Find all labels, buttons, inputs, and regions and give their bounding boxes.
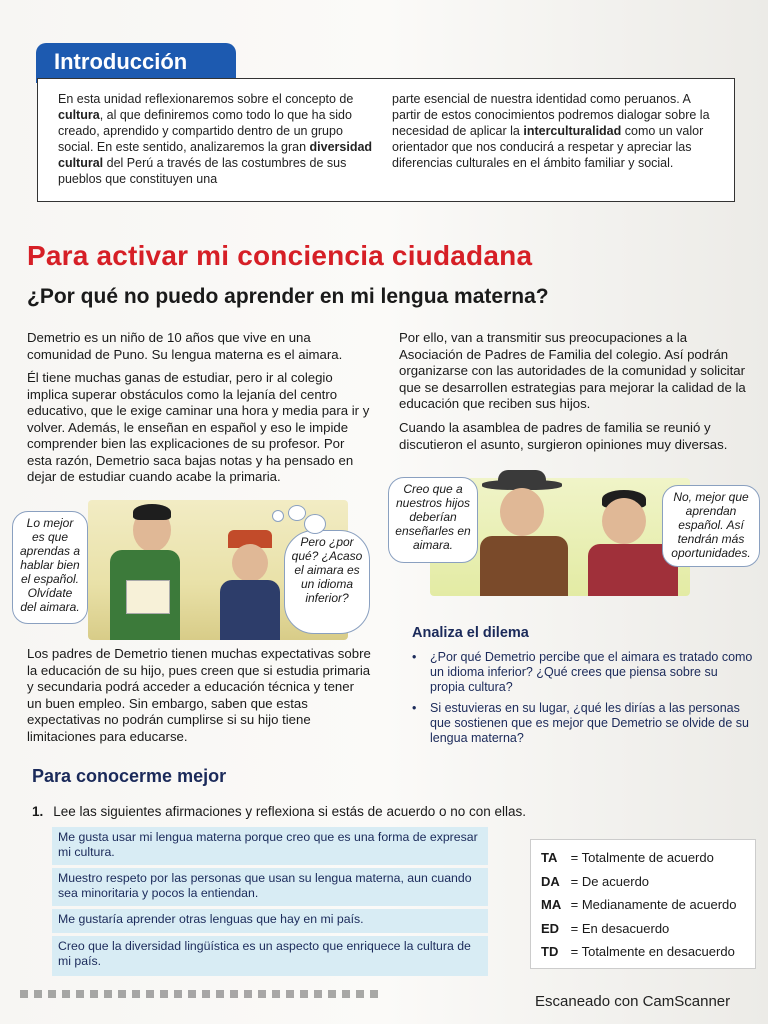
list-item: • Si estuvieras en su lugar, ¿qué les dirías a las personas que sostienen que es mejor que Demetrio se olvide de su lengua materna? <box>410 701 755 746</box>
scanner-watermark: Escaneado con CamScanner <box>535 993 731 1010</box>
speech-bubble-parent-espanol: No, mejor que aprendan español. Así tendrán más oportunidades. <box>662 485 760 567</box>
story-paragraph-5: Los padres de Demetrio tienen muchas expectativas sobre la educación de su hijo, pues creen que si estudia primaria y secundaria podrá acceder a educación técnica y tener un buen empleo. Sin embargo, saben que estas expectativas no podrán cumplirse si su hijo tiene limitaciones para educarse. <box>27 646 371 744</box>
intro-text-left: En esta unidad reflexionaremos sobre el concepto de cultura, al que definiremos como todo lo que ha sido creado, aprendido y compartido dentro de un grupo social. En este sentido, analizaremos la gran diversidad cultural del Perú a través de las costumbres de sus pueblos que constituyen una <box>58 92 373 186</box>
section-subtitle: ¿Por qué no puedo aprender en mi lengua materna? <box>27 285 549 308</box>
speech-bubble-son: Pero ¿por qué? ¿Acaso el aimara es un idioma inferior? <box>284 530 370 634</box>
story-paragraph-4: Cuando la asamblea de padres de familia se reunió y discutieron el asunto, surgieron opiniones muy diversas. <box>399 420 728 452</box>
question-text: Lee las siguientes afirmaciones y reflexiona si estás de acuerdo o no con ellas. <box>53 804 527 819</box>
legend-row: MA = Medianamente de acuerdo <box>541 897 737 912</box>
statement-row: Muestro respeto por las personas que usan su lengua materna, aun cuando sea minoritaria y pocos la entiendan. <box>52 868 488 906</box>
list-item: • ¿Por qué Demetrio percibe que el aimara es tratado como un idioma inferior? ¿Qué crees que piensa sobre su propia cultura? <box>410 650 755 695</box>
story-paragraph-1: Demetrio es un niño de 10 años que vive en una comunidad de Puno. Su lengua materna es el aimara. <box>27 330 343 362</box>
legend-row: TA = Totalmente de acuerdo <box>541 850 714 865</box>
thought-dot <box>288 505 306 521</box>
speech-bubble-father: Lo mejor es que aprendas a hablar bien el español. Olvídate del aimara. <box>12 511 88 624</box>
thought-dot <box>304 514 326 534</box>
intro-box <box>37 78 735 202</box>
legend-row: ED = En desacuerdo <box>541 920 670 936</box>
conocerme-title: Para conocerme mejor <box>32 766 227 786</box>
intro-tab-title: Introducción <box>36 43 236 83</box>
dilema-questions <box>410 650 755 752</box>
speech-bubble-parent-aimara: Creo que a nuestros hijos deberían enseñarles en aimara. <box>388 477 478 563</box>
agreement-legend <box>530 839 756 969</box>
section-title: Para activar mi conciencia ciudadana <box>27 240 533 271</box>
statement-row: Creo que la diversidad lingüística es un aspecto que enriquece la cultura de mi país. <box>52 936 488 976</box>
story-paragraph-3: Por ello, van a transmitir sus preocupaciones a la Asociación de Padres de Familia del colegio. Así podrán organizarse con las autoridades de la comunidad y solicitar que se desarrollen estrategias para mejorar la calidad de la educación que reciben sus hijos. <box>399 330 746 411</box>
story-paragraph-2: Él tiene muchas ganas de estudiar, pero ir al colegio implica superar obstáculos como la lejanía del centro educativo, que le exige caminar una hora y media para ir y volver. Además, le enseñan en español y eso le impide comprender bien las explicaciones de su profesor. Por esta razón, Demetrio saca bajas notas y ha pensado en dejar de estudiar cuando acabe la primaria. <box>27 370 370 484</box>
legend-row: TD = Totalmente en desacuerdo <box>541 944 735 959</box>
legend-row: DA = De acuerdo <box>541 873 650 889</box>
dilema-title: Analiza el dilema <box>412 625 529 641</box>
question-1 <box>32 804 526 819</box>
question-number: 1. <box>32 804 44 819</box>
cut-off-text <box>20 990 380 998</box>
statement-row: Me gustaría aprender otras lenguas que hay en mi país. <box>52 909 488 933</box>
statement-row: Me gusta usar mi lengua materna porque creo que es una forma de expresar mi cultura. <box>52 827 488 865</box>
intro-text-right: parte esencial de nuestra identidad como peruanos. A partir de estos conocimientos podremos dialogar sobre la necesidad de aplicar la interculturalidad como un valor orientador que nos conducirá a respetar y apreciar las diferencias culturales en el ámbito familiar y social. <box>392 92 710 170</box>
thought-dot <box>272 510 284 522</box>
